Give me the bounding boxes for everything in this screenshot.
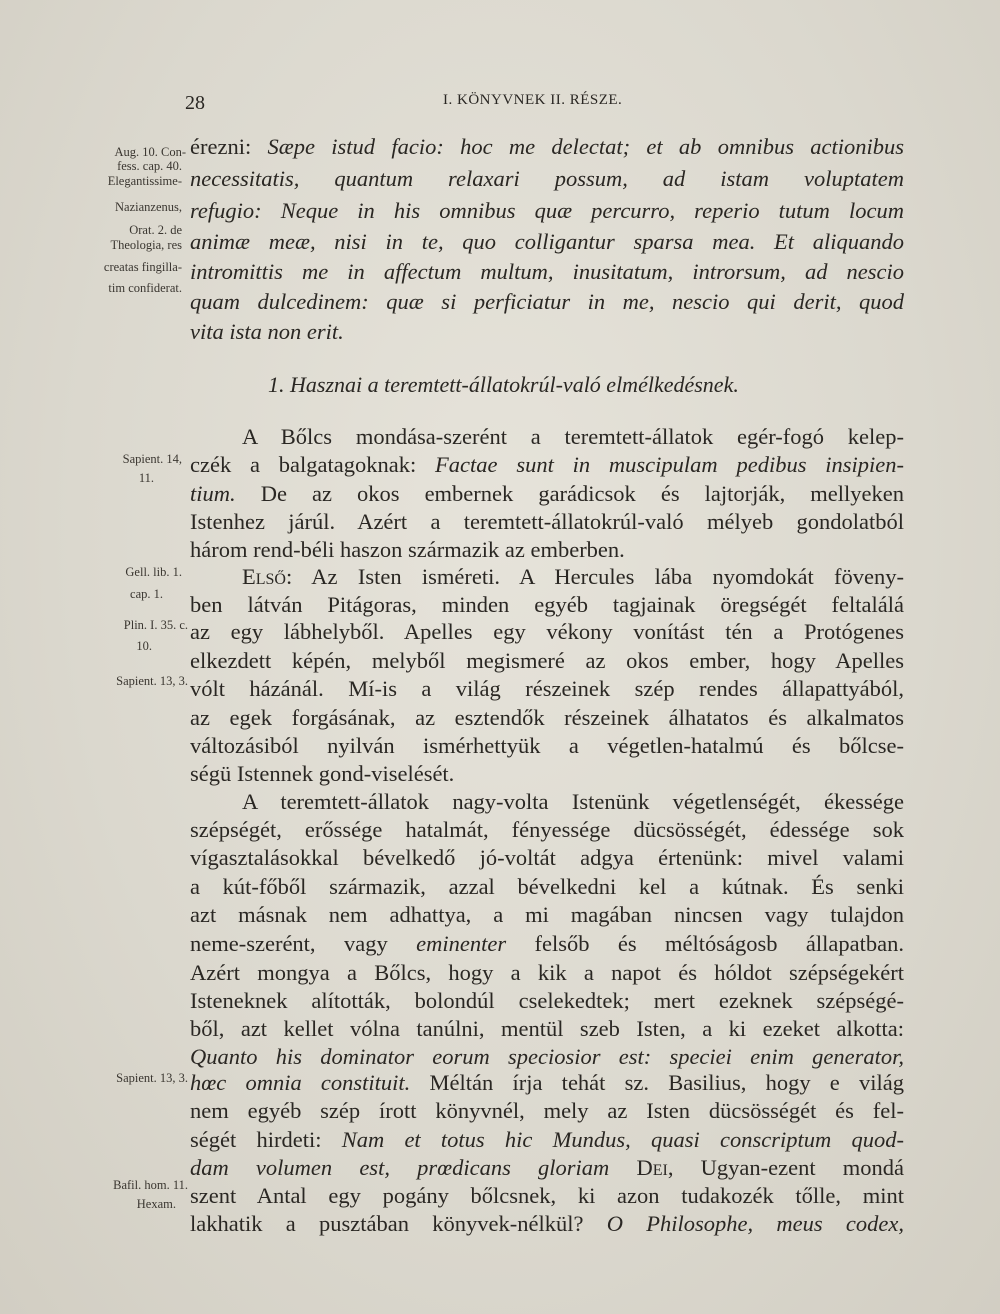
margin-note: Sapient. 13, 3. [116,1071,188,1085]
running-head: I. KÖNYVNEK II. RÉSZE. [443,92,623,108]
margin-note: fess. cap. 40. [117,159,182,173]
text-line: változásiból nyilván ismérhettyük a végetlen-hatalmú és bőlcse- [190,733,904,758]
text-line: A Bőlcs mondása-szerént a teremtett-állatok egér-fogó kelep- [242,424,904,449]
text-line: vígasztalásokkal bévelkedő jó-voltát adgya értenünk: mivel valami [190,845,904,870]
margin-note: Theologia, res [110,238,182,252]
margin-note: Sapient. 13, 3. [116,674,188,688]
margin-note: Hexam. [136,1197,176,1211]
text-line: ségét hirdeti: Nam et totus hic Mundus, quasi conscriptum quod- [190,1127,904,1152]
text-line: hœc omnia constituit. Méltán írja tehát sz. Basilius, hogy e világ [190,1070,904,1095]
margin-note: Aug. 10. Con- [114,145,186,159]
text-line: vólt házánál. Mí-is a világ részeinek szép rendes állapattyából, [190,676,904,701]
text-line: necessitatis, quantum relaxari possum, ad istam voluptatem [190,166,904,191]
margin-note: Elegantissime- [107,174,182,188]
margin-note: Plin. I. 35. c. [123,618,188,632]
margin-note: 11. [138,471,154,485]
text-line: nem egyéb szép írott könyvnél, mely az Isten dücsösségét és fel- [190,1098,904,1123]
text-line: Istenhez járúl. Azért a teremtett-állatokrúl-való mélyeb gondolatból [190,509,904,534]
text-line: azt másnak nem adhattya, a mi magában nincsen vagy tulajdon [190,902,904,927]
section-title: 1. Hasznai a teremtett-állatokrúl-való elmélkedésnek. [268,372,739,397]
text-line: Quanto his dominator eorum speciosior est: speciei enim generator, [190,1044,904,1069]
text-line: a kút-főből származik, azzal bévelkedni kel a kútnak. És senki [190,874,904,899]
text-line: tium. De az okos embernek garádicsok és lajtorják, mellyeken [190,481,904,506]
text-line: Isteneknek alították, bolondúl cselekedtek; mert ezeknek szépségé- [190,988,904,1013]
margin-note: 10. [136,639,152,653]
margin-note: creatas fingilla- [103,260,182,274]
text-line: Első: Az Isten isméreti. A Hercules lába nyomdokát föveny- [242,564,904,589]
text-line: dam volumen est, prœdicans gloriam Dei, Ugyan-ezent mondá [190,1155,904,1180]
text-line: czék a balgatagoknak: Factae sunt in muscipulam pedibus insipien- [190,452,904,477]
text-line: A teremtett-állatok nagy-volta Istenünk végetlenségét, ékessége [242,789,904,814]
text-line: Azért mongya a Bőlcs, hogy a kik a napot és hóldot szépségekért [190,960,904,985]
text-line: elkezdett képén, melyből megismeré az okos ember, hogy Apelles [190,648,904,673]
margin-note: Sapient. 14, [122,452,182,466]
text-line: szépségét, erőssége hatalmát, fényessége dücsösségét, édessége sok [190,817,904,842]
text-line: az egy lábhelyből. Apelles egy vékony vonítást tén a Protógenes [190,619,904,644]
text-line: lakhatik a pusztában könyvek-nélkül? O Philosophe, meus codex, [190,1211,904,1236]
text-line: ben látván Pitágoras, minden egyéb tagjainak öregségét feltalálá [190,592,904,617]
text-line: érezni: Sæpe istud facio: hoc me delectat; et ab omnibus actionibus [190,134,904,159]
text-line: szent Antal egy pogány bőlcsnek, ki azon tudakozék tőlle, mint [190,1183,904,1208]
text-line: ből, azt kellet vólna tanúlni, mentül szeb Isten, a ki ezeket alkotta: [190,1016,904,1041]
margin-note: Bafil. hom. 11. [113,1178,188,1192]
text-line: az egek forgásának, az esztendők részeinek álhatatos és alkalmatos [190,705,904,730]
page-number: 28 [185,92,205,114]
text-line: quam dulcedinem: quæ si perficiatur in me, nescio qui derit, quod [190,289,904,314]
margin-note: Gell. lib. 1. [125,565,182,579]
margin-note: cap. 1. [130,587,163,601]
text-line: vita ista non erit. [190,319,344,344]
text-line: neme-szerént, vagy eminenter felsőb és méltóságosb állapatban. [190,931,904,956]
text-line: animæ meæ, nisi in te, quo colligantur sparsa mea. Et aliquando [190,229,904,254]
margin-note: tim confiderat. [108,281,182,295]
text-line: refugio: Neque in his omnibus quæ percurro, reperio tutum locum [190,198,904,223]
text-line: intromittis me in affectum multum, inusitatum, introrsum, ad nescio [190,259,904,284]
margin-note: Orat. 2. de [129,223,182,237]
text-line: ségü Istennek gond-viselését. [190,761,455,786]
text-line: három rend-béli haszon származik az emberben. [190,537,625,562]
margin-note: Nazianzenus, [115,200,182,214]
